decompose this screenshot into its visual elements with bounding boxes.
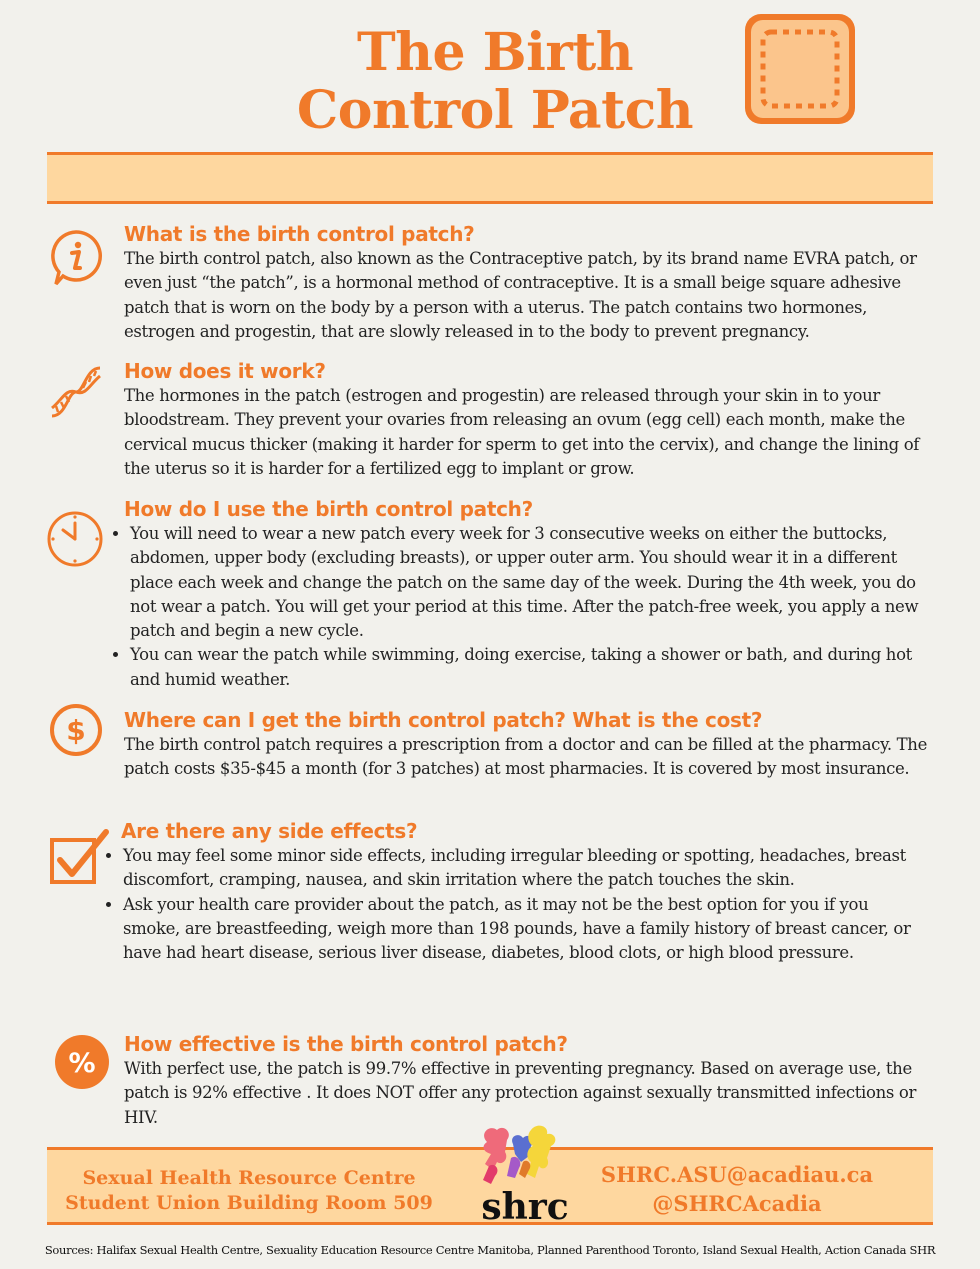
section-what-body: The birth control patch, also known as the Contraceptive patch, by its brand name EVRA patch, or even just “the patch”, is a hormonal method of contraceptive. It is a small beige square adhesive patch that is worn on the body by a person with a uterus. The patch contains two hormones, estrogen and progestin, that are slowly released in to the body to prevent pregnancy.	[124, 249, 917, 341]
list-item: • Ask your health care provider about the patch, as it may not be the best option for you if you smoke, are breastfeeding, weigh more than 198 pounds, have a family history of breast cancer, or have had heart disease, serious liver disease, diabetes, blood clots, or high blood pressure.	[123, 893, 911, 966]
dna-icon	[46, 362, 106, 422]
section-side	[101, 818, 911, 965]
list-item: • You can wear the patch while swimming, doing exercise, taking a shower or bath, and during hot and humid weather.	[130, 643, 938, 692]
section-how-body: The hormones in the patch (estrogen and progestin) are released through your skin in to your bloodstream. They prevent your ovaries from releasing an ovum (egg cell) each month, make the cervical mucus thicker (making it harder for sperm to get into the cervix), and change the lining of the uterus so it is harder for a fertilized egg to implant or grow.	[124, 386, 920, 478]
svg-text:$: $	[66, 714, 86, 747]
footer-org	[53, 1166, 445, 1216]
header-banner	[47, 152, 933, 204]
shrc-logo	[465, 1122, 585, 1232]
section-cost-body: The birth control patch requires a prescription from a doctor and can be filled at the pharmacy. The patch costs $35-$45 a month (for 3 patches) at most pharmacies. It is covered by most insurance.	[124, 735, 927, 779]
svg-text:%: %	[68, 1048, 96, 1079]
title-line-2: Control Patch	[296, 80, 694, 141]
logo-figures	[465, 1122, 585, 1194]
section-effective-heading: How effective is the birth control patch?	[124, 1032, 568, 1056]
section-effective	[124, 1031, 939, 1130]
section-side-list	[101, 844, 911, 965]
patch-icon	[737, 4, 867, 134]
footer-social-handle[interactable]: @SHRCAcadia	[652, 1191, 822, 1216]
page-title	[230, 24, 760, 140]
list-item: • You will need to wear a new patch every week for 3 consecutive weeks on either the buttocks, abdomen, upper body (excluding breasts), or upper outer arm. You should wear it in a different place each week and change the patch on the same day of the week. During the 4th week, you do not wear a patch. You will get your period at this time. After the patch-free week, you apply a new patch and begin a new cycle.	[130, 522, 938, 643]
section-use	[108, 496, 938, 692]
section-side-heading: Are there any side effects?	[121, 819, 418, 843]
section-effective-body: With perfect use, the patch is 99.7% effective in preventing pregnancy. Based on average use, the patch is 92% effective . It does NOT offer any protection against sexually transmitted infections or HIV.	[124, 1059, 916, 1127]
section-what-heading: What is the birth control patch?	[124, 222, 475, 246]
title-line-1: The Birth	[356, 22, 634, 83]
section-cost	[124, 707, 939, 782]
dollar-icon	[48, 702, 104, 758]
logo-text: shrc	[481, 1186, 569, 1228]
section-use-heading: How do I use the birth control patch?	[124, 497, 533, 521]
section-how	[124, 358, 939, 481]
section-cost-heading: Where can I get the birth control patch? What is the cost?	[124, 708, 763, 732]
footer-contact	[587, 1160, 887, 1218]
section-what	[124, 221, 939, 344]
footer-org-location: Student Union Building Room 509	[65, 1192, 433, 1214]
info-icon	[48, 228, 104, 288]
list-item: • You may feel some minor side effects, including irregular bleeding or spotting, headaches, breast discomfort, cramping, nausea, and skin irritation where the patch touches the skin.	[123, 844, 911, 893]
section-how-heading: How does it work?	[124, 359, 326, 383]
footer-org-name: Sexual Health Resource Centre	[82, 1167, 416, 1189]
section-use-list	[108, 522, 938, 692]
sources-note: Sources: Halifax Sexual Health Centre, Sexuality Education Resource Centre Manitoba, Planned Parenthood Toronto, Island Sexual Health, Action Canada SHR	[44, 1243, 936, 1257]
footer-band	[47, 1147, 933, 1228]
clock-icon	[44, 508, 106, 570]
footer-email[interactable]: SHRC.ASU@acadiau.ca	[600, 1162, 874, 1187]
percent-icon	[54, 1034, 110, 1090]
